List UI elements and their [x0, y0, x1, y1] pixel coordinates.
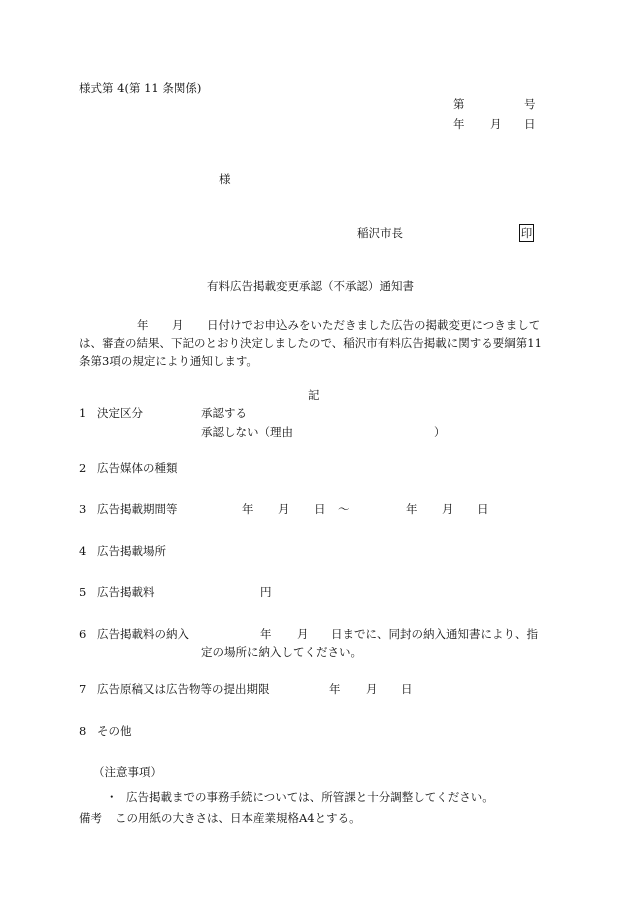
option-reject-close: ） — [434, 425, 446, 439]
item-label-other: その他 — [97, 724, 132, 738]
notes-heading: （注意事項） — [93, 765, 162, 779]
deadline-month: 月 — [366, 682, 378, 696]
notes-text: 広告掲載までの事務手続については、所管課と十分調整してください。 — [126, 790, 494, 804]
intro-month: 月 — [172, 318, 184, 332]
item-number: 3 — [79, 502, 87, 516]
period-to-month: 月 — [442, 502, 454, 516]
notes-bullet: ・ — [106, 790, 118, 804]
deadline-day: 日 — [401, 682, 413, 696]
ki-heading: 記 — [308, 388, 320, 402]
sender-name: 稲沢市長 — [357, 226, 403, 240]
payment-line-1: 日までに、同封の納入通知書により、指 — [331, 627, 538, 641]
remark-label: 備考 — [79, 811, 102, 825]
item-label-period: 広告掲載期間等 — [97, 502, 178, 516]
option-reject: 承認しない（理由 — [201, 425, 293, 439]
remark-text: この用紙の大きさは、日本産業規格A4とする。 — [115, 811, 361, 825]
item-label-decision: 決定区分 — [97, 406, 143, 420]
item-number: 1 — [79, 406, 87, 420]
intro-line-1: 日付けでお申込みをいただきました広告の掲載変更につきまして — [207, 318, 541, 332]
item-label-place: 広告掲載場所 — [97, 544, 166, 558]
period-from-year: 年 — [242, 502, 254, 516]
date-day: 日 — [524, 117, 536, 131]
period-from-month: 月 — [278, 502, 290, 516]
payment-year: 年 — [260, 627, 272, 641]
fee-unit: 円 — [260, 585, 272, 599]
deadline-year: 年 — [329, 682, 341, 696]
item-number: 8 — [79, 724, 87, 738]
seal-box: 印 — [520, 226, 533, 240]
form-label: 様式第 4(第 11 条関係) — [79, 81, 202, 95]
doc-number-suffix: 号 — [524, 97, 536, 111]
intro-line-2: は、審査の結果、下記のとおり決定しましたので、稲沢市有料広告掲載に関する要綱第11 — [79, 336, 542, 350]
date-month: 月 — [490, 117, 502, 131]
item-number: 5 — [79, 585, 87, 599]
period-tilde: ～ — [338, 502, 350, 516]
option-approve: 承認する — [201, 406, 247, 420]
payment-line-2: 定の場所に納入してください。 — [201, 645, 362, 659]
date-year: 年 — [453, 117, 465, 131]
intro-line-3: 条第3項の規定により通知します。 — [79, 354, 258, 368]
item-number: 6 — [79, 627, 87, 641]
period-from-day: 日 — [314, 502, 326, 516]
period-to-year: 年 — [406, 502, 418, 516]
item-label-fee: 広告掲載料 — [97, 585, 155, 599]
item-number: 2 — [79, 461, 87, 475]
period-to-day: 日 — [477, 502, 489, 516]
item-label-deadline: 広告原稿又は広告物等の提出期限 — [97, 682, 270, 696]
item-number: 7 — [79, 682, 87, 696]
item-label-payment: 広告掲載料の納入 — [97, 627, 189, 641]
intro-year: 年 — [137, 318, 149, 332]
item-label-media: 広告媒体の種類 — [97, 461, 178, 475]
document-title: 有料広告掲載変更承認（不承認）通知書 — [207, 279, 414, 293]
addressee-honorific: 様 — [219, 172, 231, 186]
item-number: 4 — [79, 544, 87, 558]
doc-number-prefix: 第 — [453, 97, 465, 111]
payment-month: 月 — [297, 627, 309, 641]
